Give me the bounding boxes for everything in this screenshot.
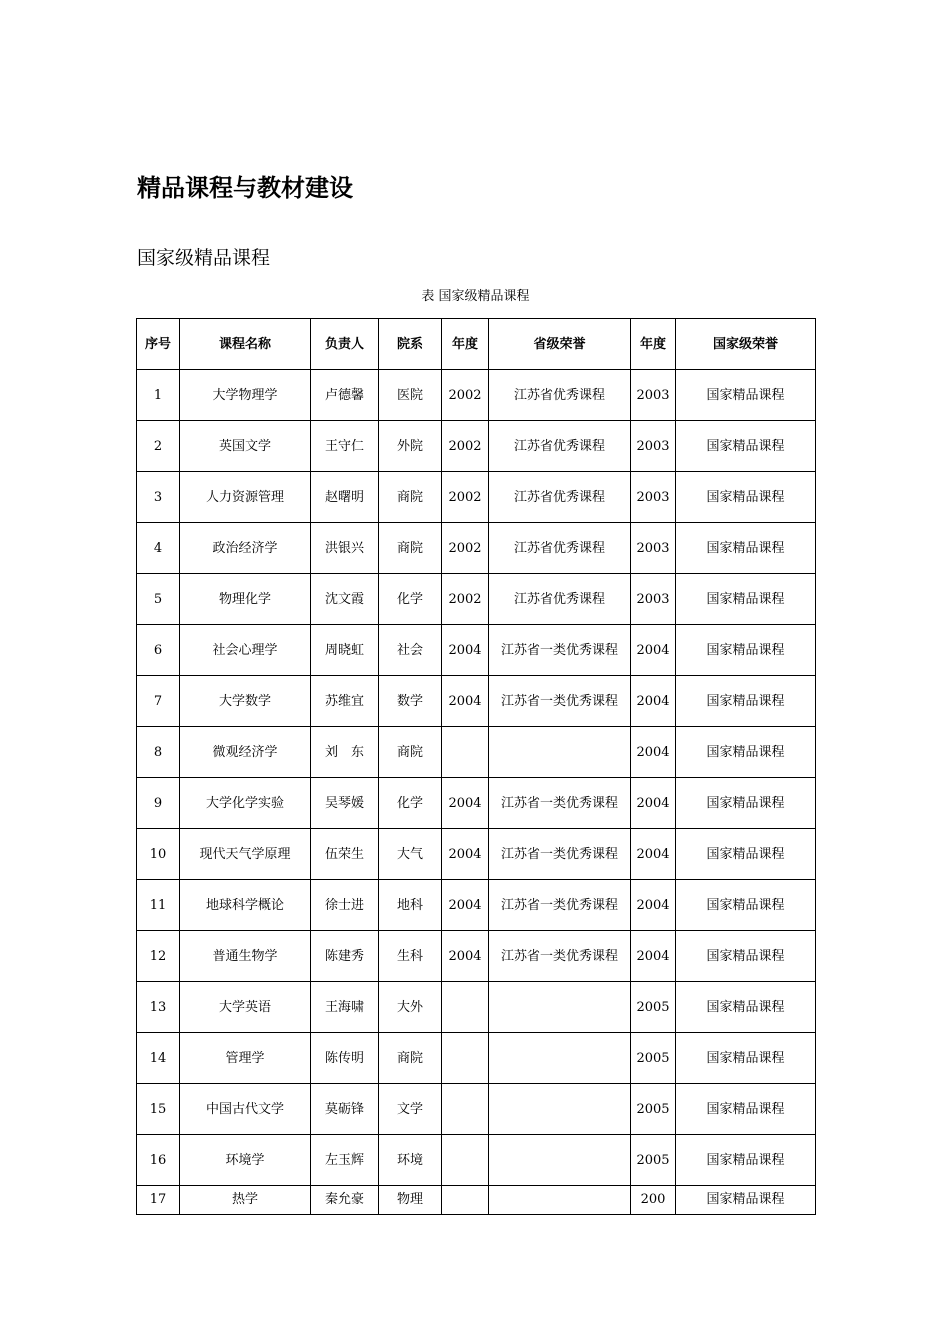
cell-department: 社会	[379, 625, 442, 676]
cell-index: 11	[137, 880, 180, 931]
cell-course-name: 大学化学实验	[180, 778, 311, 829]
cell-prov-year: 2004	[442, 880, 489, 931]
cell-prov-honor: 江苏省优秀课程	[489, 421, 631, 472]
section-title: 国家级精品课程	[137, 247, 271, 269]
cell-nat-honor: 国家精品课程	[676, 778, 816, 829]
cell-nat-honor: 国家精品课程	[676, 1135, 816, 1186]
cell-prov-year: 2004	[442, 676, 489, 727]
table-row	[137, 625, 816, 676]
cell-leader: 周晓虹	[311, 625, 379, 676]
cell-department: 商院	[379, 523, 442, 574]
cell-index: 6	[137, 625, 180, 676]
cell-prov-honor: 江苏省一类优秀课程	[489, 625, 631, 676]
col-header-year-nat: 年度	[631, 319, 676, 370]
cell-index: 1	[137, 370, 180, 421]
cell-course-name: 大学数学	[180, 676, 311, 727]
cell-nat-year: 2003	[631, 421, 676, 472]
col-header-nat-honor: 国家级荣誉	[676, 319, 816, 370]
cell-leader: 赵曙明	[311, 472, 379, 523]
cell-course-name: 现代天气学原理	[180, 829, 311, 880]
cell-nat-year: 2004	[631, 880, 676, 931]
cell-nat-honor: 国家精品课程	[676, 574, 816, 625]
courses-table	[136, 318, 816, 1215]
table-row	[137, 1033, 816, 1084]
cell-prov-year	[442, 1186, 489, 1215]
cell-leader: 沈文霞	[311, 574, 379, 625]
table-row	[137, 829, 816, 880]
cell-nat-year: 2003	[631, 523, 676, 574]
cell-course-name: 英国文学	[180, 421, 311, 472]
cell-prov-honor: 江苏省一类优秀课程	[489, 676, 631, 727]
cell-nat-year: 2004	[631, 727, 676, 778]
cell-nat-honor: 国家精品课程	[676, 370, 816, 421]
table-row	[137, 370, 816, 421]
cell-nat-honor: 国家精品课程	[676, 472, 816, 523]
cell-nat-honor: 国家精品课程	[676, 931, 816, 982]
cell-leader: 王守仁	[311, 421, 379, 472]
cell-nat-honor: 国家精品课程	[676, 982, 816, 1033]
cell-leader: 苏维宜	[311, 676, 379, 727]
cell-department: 环境	[379, 1135, 442, 1186]
cell-department: 大气	[379, 829, 442, 880]
cell-prov-year: 2002	[442, 370, 489, 421]
table-row	[137, 472, 816, 523]
cell-leader: 吴琴媛	[311, 778, 379, 829]
cell-department: 地科	[379, 880, 442, 931]
cell-index: 5	[137, 574, 180, 625]
table-row	[137, 1135, 816, 1186]
cell-index: 8	[137, 727, 180, 778]
cell-prov-year	[442, 727, 489, 778]
cell-nat-year: 200	[631, 1186, 676, 1215]
cell-prov-honor	[489, 727, 631, 778]
table-row	[137, 982, 816, 1033]
cell-nat-honor: 国家精品课程	[676, 1084, 816, 1135]
cell-nat-honor: 国家精品课程	[676, 625, 816, 676]
cell-course-name: 管理学	[180, 1033, 311, 1084]
cell-index: 4	[137, 523, 180, 574]
table-row	[137, 421, 816, 472]
table-row	[137, 1186, 816, 1215]
cell-department: 化学	[379, 574, 442, 625]
col-header-index: 序号	[137, 319, 180, 370]
cell-course-name: 大学物理学	[180, 370, 311, 421]
cell-prov-year: 2002	[442, 523, 489, 574]
cell-nat-year: 2003	[631, 472, 676, 523]
cell-department: 生科	[379, 931, 442, 982]
cell-department: 医院	[379, 370, 442, 421]
cell-leader: 秦允豪	[311, 1186, 379, 1215]
cell-leader: 莫砺锋	[311, 1084, 379, 1135]
table-caption: 表 国家级精品课程	[421, 289, 530, 304]
cell-prov-honor: 江苏省一类优秀课程	[489, 931, 631, 982]
cell-nat-year: 2004	[631, 778, 676, 829]
cell-nat-year: 2004	[631, 829, 676, 880]
cell-prov-year: 2002	[442, 574, 489, 625]
cell-prov-year	[442, 1135, 489, 1186]
cell-leader: 王海啸	[311, 982, 379, 1033]
table-row	[137, 778, 816, 829]
cell-nat-year: 2005	[631, 1135, 676, 1186]
cell-nat-year: 2005	[631, 1033, 676, 1084]
cell-nat-honor: 国家精品课程	[676, 727, 816, 778]
cell-nat-year: 2004	[631, 931, 676, 982]
cell-nat-honor: 国家精品课程	[676, 1186, 816, 1215]
cell-prov-year	[442, 1084, 489, 1135]
cell-index: 12	[137, 931, 180, 982]
table-row	[137, 676, 816, 727]
cell-prov-honor: 江苏省优秀课程	[489, 370, 631, 421]
cell-course-name: 政治经济学	[180, 523, 311, 574]
cell-prov-honor: 江苏省优秀课程	[489, 523, 631, 574]
cell-course-name: 地球科学概论	[180, 880, 311, 931]
cell-prov-honor	[489, 1033, 631, 1084]
cell-index: 3	[137, 472, 180, 523]
cell-course-name: 中国古代文学	[180, 1084, 311, 1135]
cell-nat-year: 2003	[631, 370, 676, 421]
cell-leader: 卢德馨	[311, 370, 379, 421]
col-header-course: 课程名称	[180, 319, 311, 370]
cell-nat-honor: 国家精品课程	[676, 829, 816, 880]
cell-index: 16	[137, 1135, 180, 1186]
cell-prov-year: 2004	[442, 625, 489, 676]
cell-prov-year: 2004	[442, 931, 489, 982]
cell-nat-year: 2005	[631, 1084, 676, 1135]
cell-prov-year	[442, 1033, 489, 1084]
table-row	[137, 727, 816, 778]
cell-index: 15	[137, 1084, 180, 1135]
cell-index: 7	[137, 676, 180, 727]
cell-nat-honor: 国家精品课程	[676, 676, 816, 727]
cell-prov-honor	[489, 982, 631, 1033]
table-row	[137, 931, 816, 982]
col-header-dept: 院系	[379, 319, 442, 370]
cell-leader: 陈传明	[311, 1033, 379, 1084]
cell-department: 商院	[379, 472, 442, 523]
cell-department: 数学	[379, 676, 442, 727]
cell-index: 13	[137, 982, 180, 1033]
table-body	[137, 370, 816, 1215]
cell-prov-honor: 江苏省一类优秀课程	[489, 829, 631, 880]
cell-course-name: 普通生物学	[180, 931, 311, 982]
cell-nat-honor: 国家精品课程	[676, 421, 816, 472]
cell-prov-honor: 江苏省一类优秀课程	[489, 778, 631, 829]
cell-department: 商院	[379, 1033, 442, 1084]
cell-course-name: 环境学	[180, 1135, 311, 1186]
cell-prov-honor: 江苏省优秀课程	[489, 472, 631, 523]
cell-prov-honor	[489, 1186, 631, 1215]
cell-prov-year: 2002	[442, 472, 489, 523]
cell-course-name: 社会心理学	[180, 625, 311, 676]
cell-nat-year: 2004	[631, 676, 676, 727]
cell-nat-honor: 国家精品课程	[676, 880, 816, 931]
cell-course-name: 物理化学	[180, 574, 311, 625]
cell-department: 物理	[379, 1186, 442, 1215]
cell-leader: 左玉辉	[311, 1135, 379, 1186]
cell-prov-year: 2004	[442, 778, 489, 829]
cell-prov-year	[442, 982, 489, 1033]
cell-prov-honor	[489, 1135, 631, 1186]
page-title: 精品课程与教材建设	[137, 174, 353, 202]
cell-prov-honor: 江苏省优秀课程	[489, 574, 631, 625]
cell-index: 17	[137, 1186, 180, 1215]
cell-nat-honor: 国家精品课程	[676, 523, 816, 574]
table-row	[137, 880, 816, 931]
cell-department: 外院	[379, 421, 442, 472]
cell-index: 10	[137, 829, 180, 880]
cell-prov-year: 2004	[442, 829, 489, 880]
cell-nat-year: 2004	[631, 625, 676, 676]
cell-index: 9	[137, 778, 180, 829]
cell-course-name: 热学	[180, 1186, 311, 1215]
cell-department: 大外	[379, 982, 442, 1033]
table-row	[137, 1084, 816, 1135]
cell-leader: 陈建秀	[311, 931, 379, 982]
cell-index: 14	[137, 1033, 180, 1084]
cell-nat-honor: 国家精品课程	[676, 1033, 816, 1084]
col-header-leader: 负责人	[311, 319, 379, 370]
cell-leader: 徐士进	[311, 880, 379, 931]
cell-department: 文学	[379, 1084, 442, 1135]
col-header-prov-honor: 省级荣誉	[489, 319, 631, 370]
cell-prov-honor	[489, 1084, 631, 1135]
cell-prov-year: 2002	[442, 421, 489, 472]
cell-course-name: 微观经济学	[180, 727, 311, 778]
cell-nat-year: 2005	[631, 982, 676, 1033]
table-row	[137, 574, 816, 625]
cell-leader: 伍荣生	[311, 829, 379, 880]
cell-course-name: 人力资源管理	[180, 472, 311, 523]
cell-department: 化学	[379, 778, 442, 829]
cell-leader: 洪银兴	[311, 523, 379, 574]
cell-leader: 刘 东	[311, 727, 379, 778]
cell-prov-honor: 江苏省一类优秀课程	[489, 880, 631, 931]
table-row	[137, 523, 816, 574]
col-header-year-prov: 年度	[442, 319, 489, 370]
cell-nat-year: 2003	[631, 574, 676, 625]
table-header-row	[137, 319, 816, 370]
cell-index: 2	[137, 421, 180, 472]
cell-department: 商院	[379, 727, 442, 778]
cell-course-name: 大学英语	[180, 982, 311, 1033]
